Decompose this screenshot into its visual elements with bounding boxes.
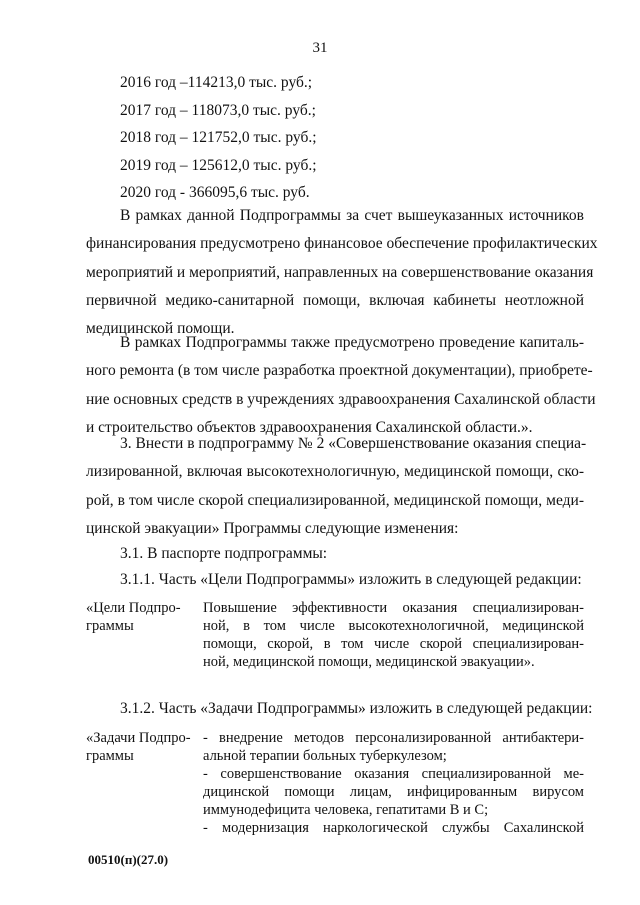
paragraph-capital-repair <box>86 329 596 442</box>
financing-line-2020: 2020 год - 366095,6 тыс. руб. <box>120 184 310 201</box>
paragraph-line: рой, в том числе скорой специализированной, медицинской помощи, меди- <box>86 491 584 509</box>
page-number: 31 <box>312 40 328 56</box>
paragraph-line: и строительство объектов здравоохранения Сахалинской области.». <box>86 418 533 436</box>
paragraph-line: В рамках данной Подпрограммы за счет вышеуказанных источников <box>120 207 584 224</box>
paragraph-line: 3. Внести в подпрограмму № 2 «Совершенствование оказания специа- <box>120 435 587 452</box>
financing-line-2018: 2018 год – 121752,0 тыс. руб.; <box>120 129 317 146</box>
paragraph-line: ного ремонта (в том числе разработка проектной документации), приобрете- <box>86 362 593 380</box>
paragraph-line: медицинской помощи. <box>86 320 235 338</box>
tasks-text <box>203 729 584 837</box>
paragraph-line: ние основных средств в учреждениях здравоохранения Сахалинской области <box>86 390 596 408</box>
tasks-label-line: «Задачи Подпро- <box>86 730 191 746</box>
tasks-text-line: - модернизация наркологической службы Сахалинской <box>203 820 584 836</box>
tasks-text-line: - совершенствование оказания специализированной ме- <box>203 766 584 782</box>
paragraph-subprogram-funding <box>86 202 598 343</box>
goals-text-line: ной, в том числе высокотехнологичной, медицинской <box>203 618 584 634</box>
financing-line-2016: 2016 год –114213,0 тыс. руб.; <box>120 74 313 91</box>
goals-label-line: «Цели Подпро- <box>86 600 181 616</box>
goals-text-line: помощи, скорой, в том числе скорой специализирован- <box>203 636 584 652</box>
tasks-text-line: иммунодефицита человека, гепатитами В и С; <box>203 802 489 818</box>
goals-text <box>203 599 584 671</box>
paragraph-line: В рамках Подпрограммы также предусмотрено проведение капиталь- <box>120 334 584 351</box>
paragraph-line: первичной медико-санитарной помощи, включая кабинеты неотложной <box>86 291 584 309</box>
tasks-text-line: дицинской помощи лицам, инфицированным вирусом <box>203 784 584 800</box>
item-3-1-2: 3.1.2. Часть «Задачи Подпрограммы» изложить в следующей редакции: <box>120 700 593 717</box>
paragraph-amendment-3 <box>86 430 587 543</box>
financing-line-2017: 2017 год – 118073,0 тыс. руб.; <box>120 102 316 119</box>
item-3-1-1: 3.1.1. Часть «Цели Подпрограммы» изложить в следующей редакции: <box>120 571 582 588</box>
goals-label <box>86 599 194 635</box>
paragraph-line: финансирования предусмотрено финансовое обеспечение профилактических <box>86 235 598 253</box>
paragraph-line: цинской эвакуации» Программы следующие изменения: <box>86 519 459 537</box>
tasks-label-line: граммы <box>86 748 134 764</box>
tasks-text-line: альной терапии больных туберкулезом; <box>203 748 447 764</box>
paragraph-line: мероприятий и мероприятий, направленных на совершенствование оказания <box>86 263 594 281</box>
tasks-text-line: - внедрение методов персонализированной антибактери- <box>203 730 584 746</box>
financing-line-2019: 2019 год – 125612,0 тыс. руб.; <box>120 157 317 174</box>
item-3-1: 3.1. В паспорте подпрограммы: <box>120 545 328 562</box>
goals-text-line: ной, медицинской помощи, медицинской эвакуации». <box>203 654 535 670</box>
goals-text-line: Повышение эффективности оказания специализирован- <box>203 600 584 616</box>
footer-document-code: 00510(п)(27.0) <box>88 852 169 867</box>
paragraph-line: лизированной, включая высокотехнологичную, медицинской помощи, ско- <box>86 463 584 481</box>
goals-label-line: граммы <box>86 618 134 634</box>
tasks-label <box>86 729 194 765</box>
